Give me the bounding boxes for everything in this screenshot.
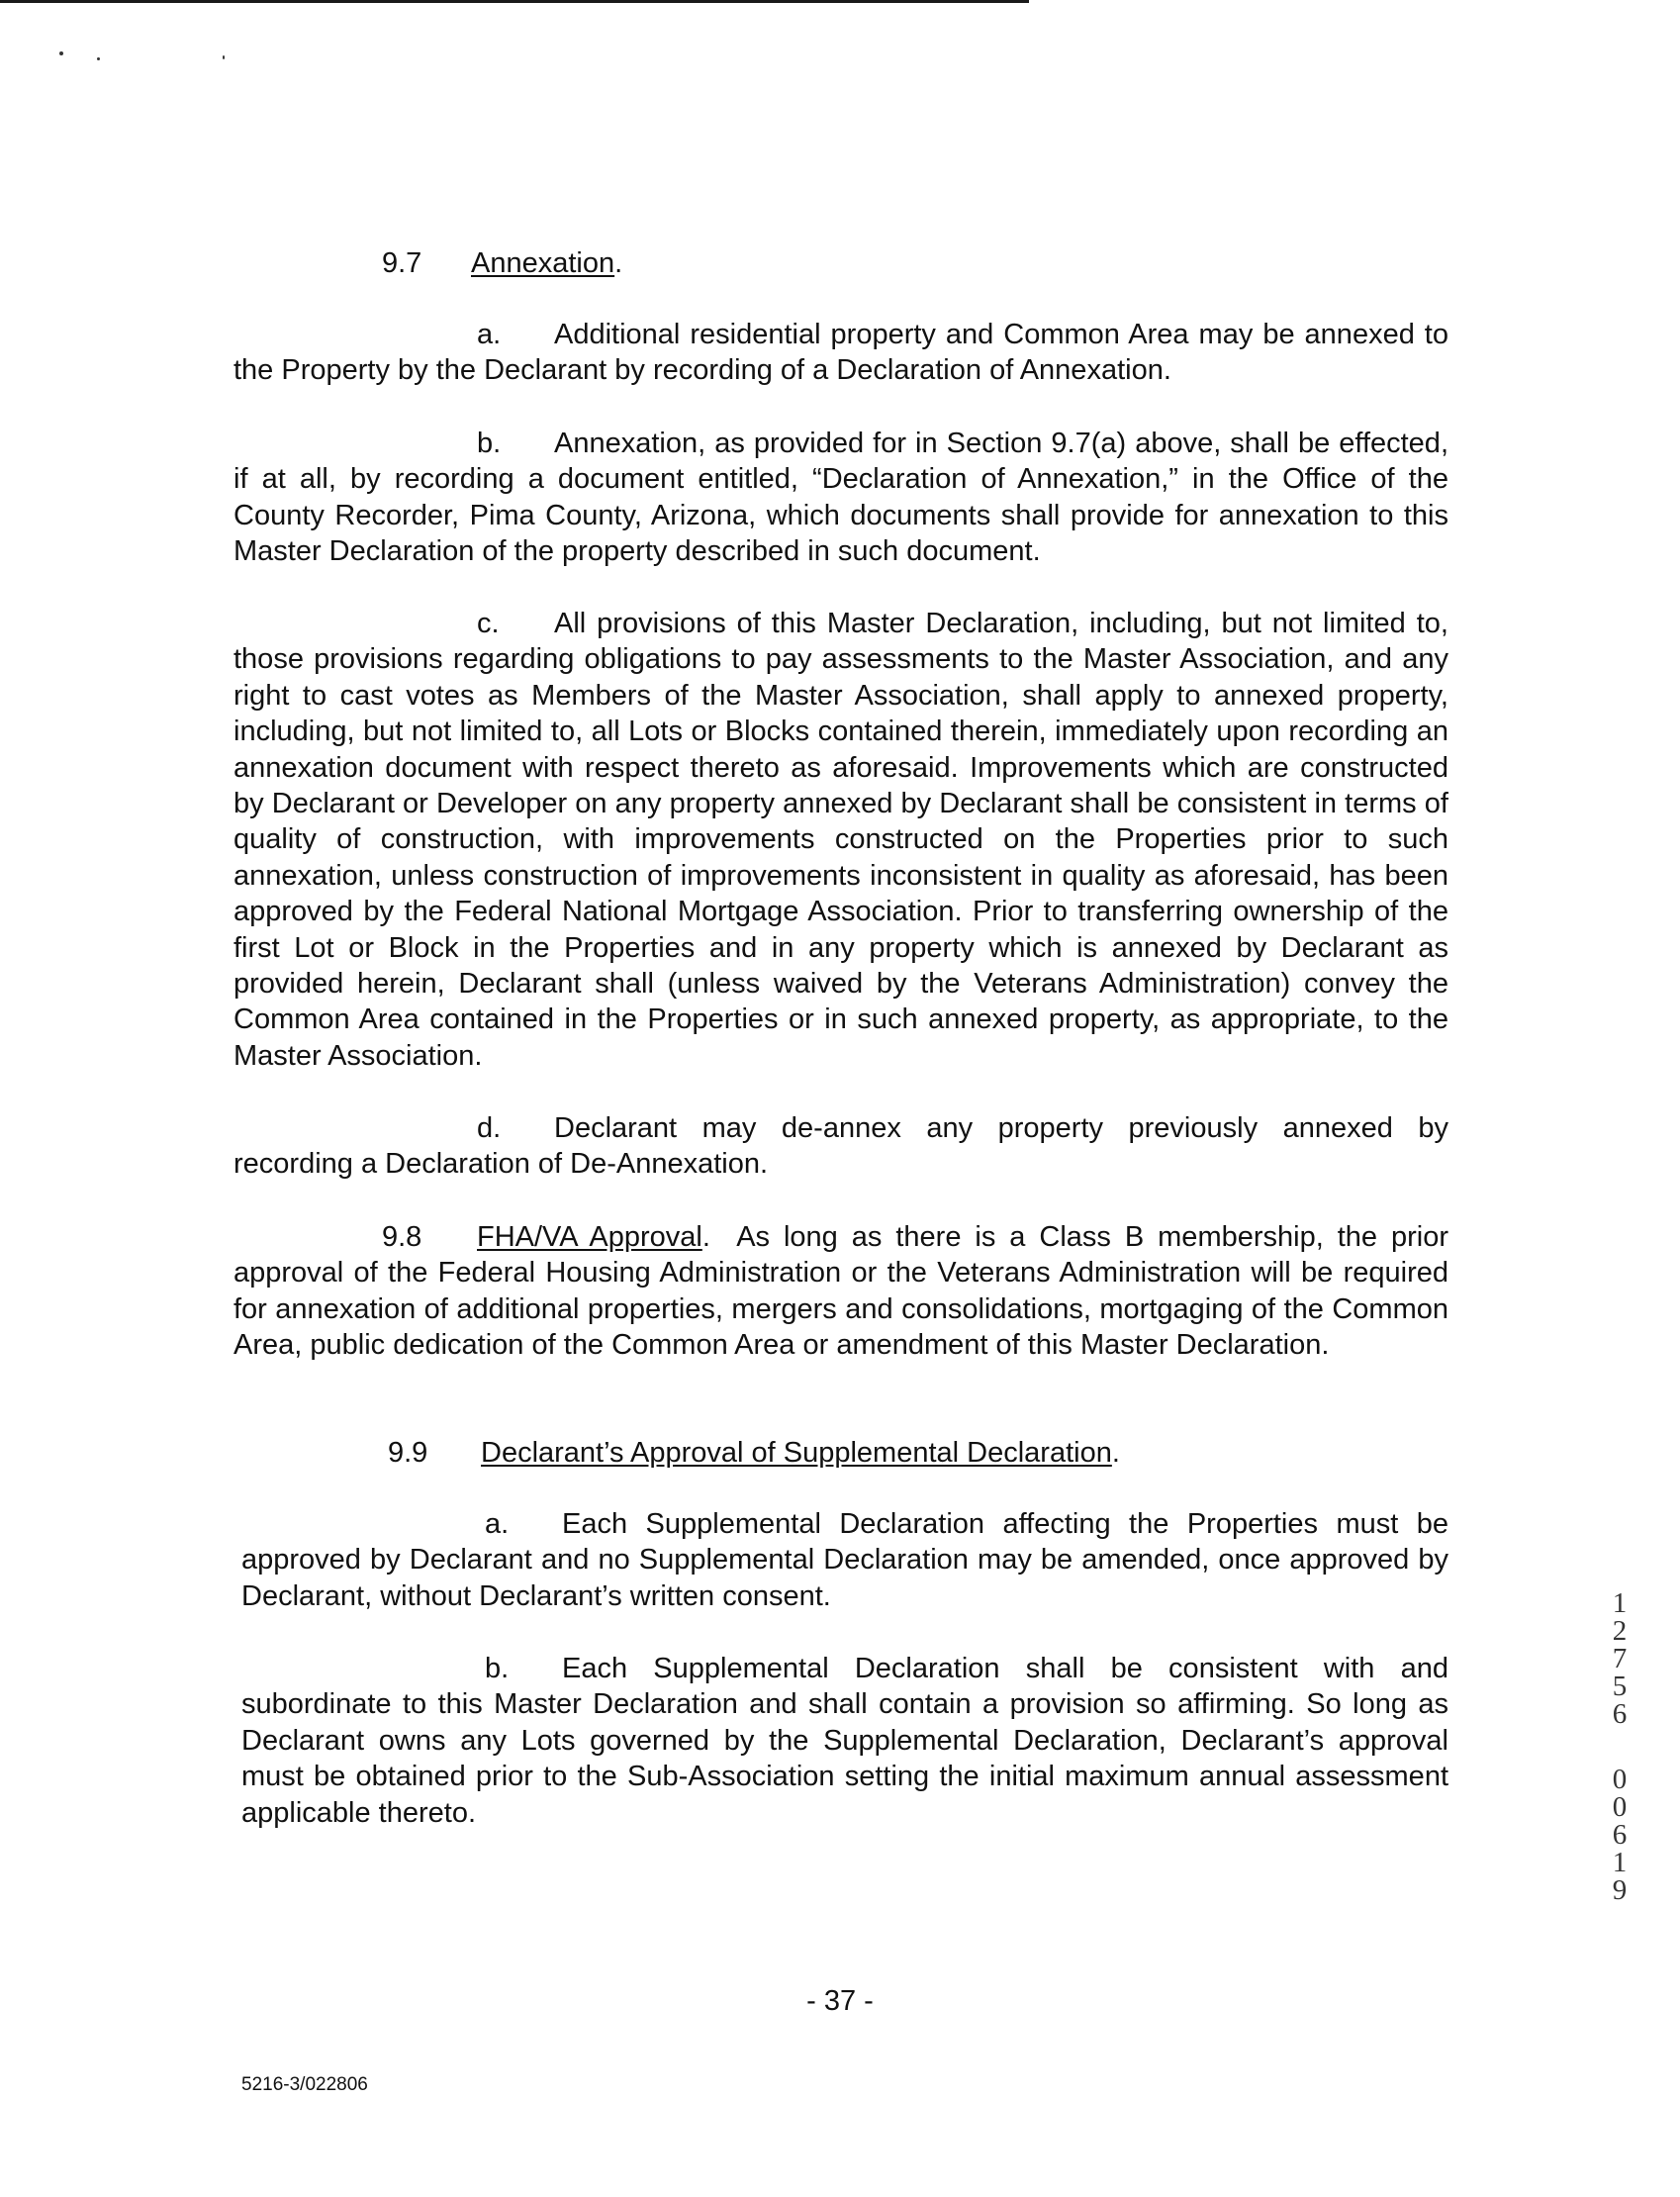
section-heading-9-9: 9.9 Declarant’s Approval of Supplemental Declaration. bbox=[388, 1435, 1278, 1471]
stamp-digit: 0 bbox=[1612, 1764, 1628, 1795]
paragraph-text: Annexation, as provided for in Section 9.7(a) above, shall be effected, if at all, by recording a document entitled, “Declaration of Annexation,” in the Office of the County Recorder, Pima County, Arizona, which documents shall provide for annexation to this Master Declaration of the property described in such document. bbox=[233, 428, 1448, 568]
paragraph-9-9-a bbox=[241, 1506, 1448, 1614]
stamp-digit: 7 bbox=[1612, 1643, 1628, 1674]
section-title: Declarant’s Approval of Supplemental Declaration bbox=[481, 1437, 1112, 1469]
stamp-digit: 1 bbox=[1612, 1847, 1628, 1878]
stamp-digit: 0 bbox=[1612, 1791, 1628, 1823]
stamp-digit: 6 bbox=[1612, 1819, 1628, 1851]
section-number: 9.9 bbox=[388, 1437, 428, 1469]
paragraph-text: Each Supplemental Declaration affecting the Properties must be approved by Declarant and no Supplemental Declaration may be amended, once approved by Declarant, without Declarant’s written consent. bbox=[241, 1508, 1448, 1612]
paragraph-marker: d. bbox=[477, 1112, 502, 1144]
stamp-digit: 9 bbox=[1612, 1874, 1628, 1906]
paragraph-marker: b. bbox=[485, 1653, 510, 1684]
document-code: 5216-3/022806 bbox=[241, 2074, 368, 2095]
stamp-digit: 6 bbox=[1612, 1698, 1628, 1730]
paragraph-text: Each Supplemental Declaration shall be consistent with and subordinate to this Master Declaration and shall contain a provision so affirming. So long as Declarant owns any Lots governed by the Supplemental Declaration, Declarant’s approval must be obtained prior to the Sub-Association setting the initial maximum annual assessment applicable thereto. bbox=[241, 1653, 1448, 1829]
section-title: FHA/VA Approval bbox=[477, 1221, 702, 1253]
scan-speck bbox=[223, 55, 225, 59]
section-number: 9.7 bbox=[382, 247, 422, 279]
scan-speck bbox=[59, 51, 63, 55]
section-text: As long as there is a Class B membership, the prior approval of the Federal Housing Administration or the Veterans Administration will be required for annexation of additional properties, mergers and consolidations, mortgaging of the Common Area, public dedication of the Common Area or amendment of this Master Declaration. bbox=[233, 1221, 1449, 1362]
section-heading-9-7: 9.7 Annexation. bbox=[382, 245, 976, 281]
stamp-digit: 5 bbox=[1612, 1671, 1628, 1702]
paragraph-9-9-b bbox=[241, 1651, 1448, 1831]
section-title: Annexation bbox=[471, 247, 615, 279]
paragraph-marker: a. bbox=[477, 319, 502, 350]
paragraph-marker: c. bbox=[477, 608, 500, 639]
scan-speck bbox=[97, 57, 100, 60]
paragraph-text: Declarant may de-annex any property previously annexed by recording a Declaration of De-Annexation. bbox=[233, 1112, 1448, 1181]
paragraph-marker: a. bbox=[485, 1508, 510, 1540]
stamp-digit: 2 bbox=[1612, 1615, 1628, 1647]
section-number: 9.8 bbox=[382, 1221, 422, 1253]
paragraph-9-7-c bbox=[233, 606, 1448, 1074]
paragraph-9-7-a bbox=[233, 317, 1448, 389]
paragraph-text: Additional residential property and Common Area may be annexed to the Property by the Declarant by recording of a Declaration of Annexation. bbox=[233, 319, 1448, 387]
recording-number-stamp bbox=[1609, 1589, 1631, 1904]
paragraph-text: All provisions of this Master Declaration, including, but not limited to, those provisions regarding obligations to pay assessments to the Master Association, and any right to cast votes as Members of the Master Association, shall apply to annexed property, including, but not limited to, all Lots or Blocks contained therein, immediately upon recording an annexation document with respect thereto as aforesaid. Improvements which are constructed by Declarant or Developer on any property annexed by Declarant shall be consistent in terms of quality of construction, with improvements constructed on the Properties prior to such annexation, unless construction of improvements inconsistent in quality as aforesaid, has been approved by the Federal National Mortgage Association. Prior to transferring ownership of the first Lot or Block in the Properties and in any property which is annexed by Declarant as provided herein, Declarant shall (unless waived by the Veterans Administration) convey the Common Area contained in the Properties or in such annexed property, as appropriate, to the Master Association. bbox=[233, 608, 1448, 1072]
page-number: - 37 - bbox=[806, 1985, 874, 2017]
stamp-digit: 1 bbox=[1612, 1587, 1628, 1619]
section-9-8: 9.8 FHA/VA Approval. As long as there is a Class B membership, the prior approval of the Federal Housing Administration or the Veterans Administration will be required for annexation of additional properties, mergers and consolidations, mortgaging of the Common Area, public dedication of the Common Area or amendment of this Master Declaration. bbox=[233, 1221, 1449, 1362]
paragraph-9-7-b bbox=[233, 426, 1448, 570]
paragraph-marker: b. bbox=[477, 428, 502, 459]
scan-top-border bbox=[0, 0, 1029, 3]
paragraph-9-7-d bbox=[233, 1110, 1448, 1183]
